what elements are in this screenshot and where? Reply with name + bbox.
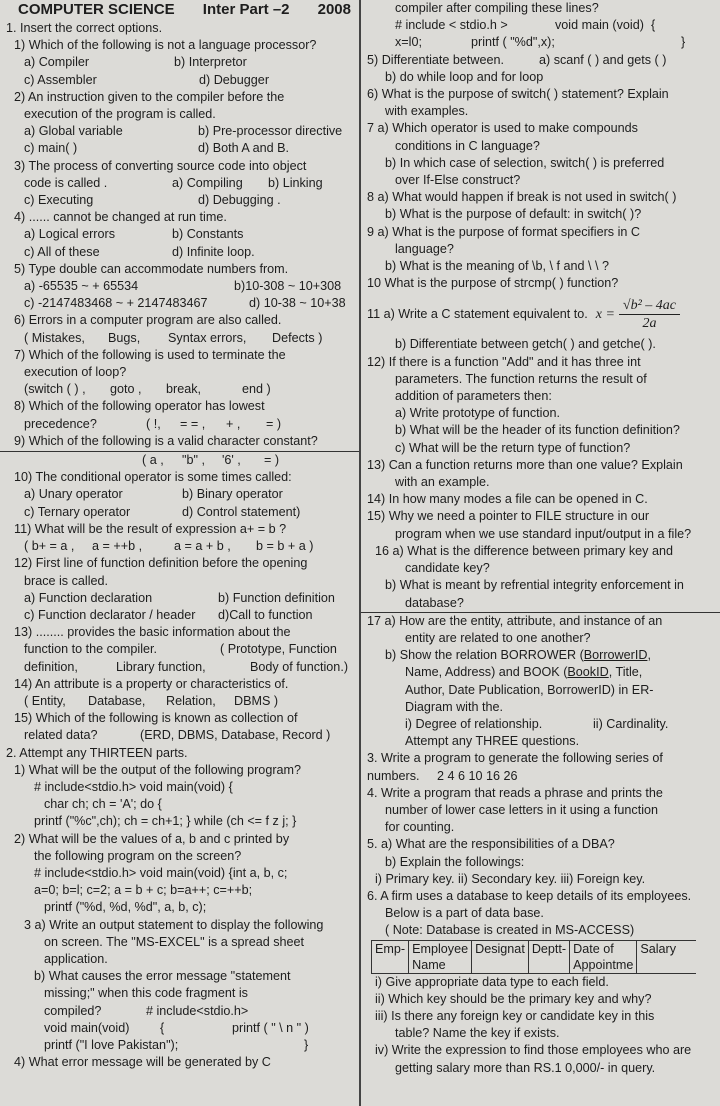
option: ( Mistakes,: [24, 330, 85, 345]
mcq-question: 11) What will be the result of expression a+ = b ?: [14, 521, 287, 536]
code-line: printf ("%d, %d, %d", a, b, c);: [44, 900, 207, 915]
short-question-part: b) What will be the header of its function definition?: [395, 423, 680, 438]
option: c) Ternary operator: [24, 504, 131, 519]
option: a) Compiling: [172, 175, 243, 190]
option: c) Executing: [24, 193, 94, 208]
option: c) main( ): [24, 141, 78, 156]
short-question-cont: parameters. The function returns the result of: [395, 371, 647, 386]
code-line: x=l0; printf ( "%d",x); }: [395, 35, 686, 50]
short-question-part: a) Write prototype of function.: [395, 406, 560, 421]
option: Defects ): [272, 330, 323, 345]
code-line: void main(void) { printf ( " \ n " ): [44, 1020, 309, 1035]
mcq-question-cont: brace is called.: [24, 573, 108, 588]
long-question: 3. Write a program to generate the following series of: [367, 751, 663, 766]
code-line: # include<stdio.h> void main(void) {int a, b, c;: [34, 865, 288, 880]
mcq-question: 14) An attribute is a property or characteristics of.: [14, 676, 289, 691]
long-question-part: iii) Is there any foreign key or candidate key in this: [375, 1008, 655, 1023]
mcq-question-cont: related data? (ERD, DBMS, Database, Record ): [24, 728, 331, 743]
table-header-cell: Emp-: [372, 940, 409, 973]
question-heading: 1. Insert the correct options.: [6, 21, 163, 35]
option: d) Debugging .: [198, 193, 281, 208]
table-header-cell: Employee Name: [409, 940, 472, 973]
long-question-cont: for counting.: [385, 820, 455, 835]
short-question: 4) What error message will be generated by C: [14, 1055, 271, 1070]
code-line: printf ("I love Pakistan"); }: [44, 1037, 309, 1052]
mcq-question-cont: execution of the program is called.: [24, 107, 216, 122]
option: ( b+ = a ,: [24, 539, 75, 554]
option: Library function,: [116, 659, 206, 674]
mcq-question: 4) ...... cannot be changed at run time.: [14, 210, 227, 225]
mcq-options: [0, 123, 359, 140]
part-label: Inter Part –2: [202, 1, 290, 19]
short-question-part: c) What will be the return type of function?: [395, 440, 631, 455]
short-question: 17 a) How are the entity, attribute, and instance of an: [367, 613, 663, 628]
option: Database,: [88, 693, 146, 708]
short-question: 5) Differentiate between. a) scanf ( ) and gets ( ): [367, 52, 667, 67]
mcq-question: 10) The conditional operator is some times called:: [14, 470, 292, 485]
option: Relation,: [166, 693, 216, 708]
short-question-cont: conditions in C language?: [395, 138, 540, 153]
short-question-cont: entity are related to one another?: [405, 630, 591, 645]
option: a) Logical errors: [24, 227, 115, 242]
mcq-question-cont: code is called . a) Compiling b) Linking: [0, 175, 359, 192]
mcq-options: precedence? ( !, = = , + , = ): [0, 416, 359, 433]
mcq-question: 12) First line of function definition before the opening: [14, 556, 308, 571]
mcq-options: [0, 140, 359, 157]
mcq-question: 13) ........ provides the basic information about the: [14, 625, 291, 640]
mcq-question: 5) Type double can accommodate numbers from.: [14, 261, 289, 276]
option: = = ,: [180, 416, 206, 431]
option: Bugs,: [108, 330, 141, 345]
option: a) Global variable: [24, 124, 123, 139]
option: break,: [166, 382, 202, 397]
code-line: char ch; ch = 'A'; do {: [44, 797, 162, 812]
option: a) -65535 ~ + 65534: [24, 279, 139, 294]
long-question-part: i) Give appropriate data type to each field.: [375, 974, 609, 989]
option: b) Linking: [268, 175, 323, 190]
left-column: [0, 0, 359, 1106]
quadratic-formula: x = $\frac{\text{√b² – 4ac}}{2a}$: [596, 297, 680, 332]
paper-header: [0, 0, 359, 20]
option: b) Constants: [172, 227, 244, 242]
short-question-part: b) do while loop and for loop: [385, 69, 544, 84]
short-question: 9 a) What is the purpose of format specifiers in C: [367, 224, 640, 239]
option: ( a ,: [142, 453, 164, 468]
long-question-part: i) Primary key. ii) Secondary key. iii) Foreign key.: [375, 871, 646, 886]
mcq-question: 8) Which of the following operator has lowest: [14, 399, 265, 414]
mcq-question: 6) Errors in a computer program are also called.: [14, 313, 282, 328]
option: d) Control statement): [182, 504, 301, 519]
option: a) Function declaration: [24, 590, 153, 605]
mcq-options: [0, 659, 359, 676]
option: "b" ,: [182, 453, 205, 468]
year-label: 2008: [317, 1, 351, 19]
short-question-cont: Author, Date Publication, BorrowerID) in ER-: [405, 682, 654, 697]
mcq-options: [0, 226, 359, 243]
short-question-part: b) What is the purpose of default: in switch( )?: [385, 207, 642, 222]
mcq-options: [0, 278, 359, 295]
option: a) Compiler: [24, 55, 90, 70]
short-question: 8 a) What would happen if break is not used in switch( ): [367, 190, 677, 205]
mcq-options: [0, 486, 359, 503]
mcq-options: [0, 244, 359, 261]
option: end ): [242, 382, 271, 397]
table-header-cell: Salary: [637, 940, 696, 973]
short-question: 13) Can a function returns more than one value? Explain: [367, 457, 683, 472]
mcq-question: 15) Which of the following is known as collection of: [14, 711, 298, 726]
option: b) Function definition: [218, 590, 335, 605]
option: c) Assembler: [24, 72, 97, 87]
long-question-part: ii) Which key should be the primary key and why?: [375, 991, 652, 1006]
short-question: 1) What will be the output of the following program?: [14, 762, 302, 777]
option: + ,: [226, 416, 241, 431]
long-question-note: ( Note: Database is created in MS-ACCESS): [385, 923, 635, 938]
short-question-cont: on screen. The "MS-EXCEL" is a spread sheet: [44, 934, 305, 949]
option: c) Function declarator / header: [24, 607, 196, 622]
long-question-part: b) Explain the followings:: [385, 854, 525, 869]
mcq-options: [0, 295, 359, 312]
mcq-options: [0, 54, 359, 71]
option: a = a + b ,: [174, 539, 231, 554]
table-header-cell: Deptt-: [528, 940, 569, 973]
option: (switch ( ) ,: [24, 382, 86, 397]
long-question: 6. A firm uses a database to keep details of its employees.: [367, 888, 692, 903]
option: b) Pre-processor directive: [198, 124, 343, 139]
mcq-question: 2) An instruction given to the compiler before the: [14, 89, 285, 104]
mcq-options: [0, 538, 359, 555]
option: = ): [264, 453, 280, 468]
option: ( Entity,: [24, 693, 66, 708]
option: d) Both A and B.: [198, 141, 290, 156]
short-question-cont: addition of parameters then:: [395, 389, 552, 404]
short-question-cont: Diagram with the.: [405, 699, 503, 714]
mcq-question: 7) Which of the following is used to terminate the: [14, 347, 286, 362]
subject-title: COMPUTER SCIENCE: [18, 1, 175, 19]
mcq-options: [0, 381, 359, 398]
mcq-question: 3) The process of converting source code into object: [14, 158, 307, 173]
table-header-row: [372, 940, 697, 973]
employee-table: [371, 940, 696, 974]
option: b)10-308 ~ 10+308: [234, 279, 342, 294]
short-question: 12) If there is a function "Add" and it has three int: [367, 354, 641, 369]
option: Syntax errors,: [168, 330, 247, 345]
table-header-cell: Date of Appointme: [570, 940, 637, 973]
mcq-options: [0, 693, 359, 710]
option: a = ++b ,: [92, 539, 143, 554]
mcq-options: [0, 504, 359, 521]
short-question-part: b) What is the meaning of \b, \ f and \ \ ?: [385, 259, 610, 274]
code-line: compiled? # include<stdio.h>: [44, 1003, 249, 1018]
mcq-question: 9) Which of the following is a valid character constant?: [14, 433, 318, 448]
mcq-question: 1) Which of the following is not a language processor?: [14, 38, 317, 53]
short-question-cont: over If-Else construct?: [395, 173, 521, 188]
option: b) Binary operator: [182, 487, 283, 502]
long-question-cont: numbers. 2 4 6 10 16 26: [367, 768, 518, 783]
mcq-options: [0, 452, 359, 469]
code-line: printf ("%c",ch); ch = ch+1; } while (ch <= f z j; }: [34, 814, 297, 829]
short-question: 3 a) Write an output statement to display the following: [24, 917, 324, 932]
short-question: 11 a) Write a C statement equivalent to. x = $\frac{\text{√b² – 4ac}}{2a}$: [361, 292, 720, 336]
short-question-part: b) What is meant by refrential integrity enforcement in: [385, 578, 684, 593]
short-question: 14) In how many modes a file can be opened in C.: [367, 492, 648, 507]
code-line: a=0; b=l; c=2; a = b + c; b=a++; c=++b;: [34, 883, 253, 898]
option: '6' ,: [222, 453, 241, 468]
option: goto ,: [110, 382, 142, 397]
short-question: b) What causes the error message "statement: [34, 969, 291, 984]
short-question-cont: program when we use standard input/output in a file?: [395, 526, 692, 541]
option: DBMS ): [234, 693, 279, 708]
short-question-cont: application.: [44, 951, 108, 966]
mcq-options: [0, 607, 359, 624]
long-question-cont: getting salary more than RS.1 0,000/- in query.: [395, 1060, 656, 1075]
short-question: 7 a) Which operator is used to make compounds: [367, 121, 638, 136]
option: c) All of these: [24, 244, 100, 259]
short-question-cont: compiler after compiling these lines?: [395, 1, 599, 15]
option: = ): [266, 416, 282, 431]
option: b) Interpretor: [174, 55, 247, 70]
mcq-question-cont: function to the compiler. ( Prototype, Function: [24, 642, 337, 657]
short-question-cont: missing;" when this code fragment is: [44, 986, 248, 1001]
long-question: 4. Write a program that reads a phrase and prints the: [367, 785, 663, 800]
option: definition,: [24, 659, 78, 674]
right-column: [361, 0, 720, 1106]
mcq-question-cont: execution of loop?: [24, 365, 127, 380]
section-instruction: Attempt any THREE questions.: [405, 734, 580, 749]
option: d) Infinite loop.: [172, 244, 255, 259]
long-question: 5. a) What are the responsibilities of a DBA?: [367, 837, 615, 852]
short-question: 16 a) What is the difference between primary key and: [375, 543, 673, 558]
option: d) 10-38 ~ 10+38: [249, 296, 346, 311]
short-question-part: b) Differentiate between getch( ) and getche( ).: [395, 337, 656, 352]
option: ( !,: [146, 416, 161, 431]
short-question: 15) Why we need a pointer to FILE structure in our: [367, 509, 650, 524]
short-question-cont: the following program on the screen?: [34, 848, 242, 863]
short-question-part: b) In which case of selection, switch( ) is preferred: [385, 155, 665, 170]
question-heading: 2. Attempt any THIRTEEN parts.: [6, 745, 188, 760]
short-question-cont: with an example.: [395, 475, 490, 490]
option: d) Debugger: [199, 72, 270, 87]
code-line: # include<stdio.h> void main(void) {: [34, 779, 233, 794]
short-question-cont: language?: [395, 241, 454, 256]
long-question-part: iv) Write the expression to find those employees who are: [375, 1043, 692, 1058]
short-question-cont: candidate key?: [405, 561, 490, 576]
option: c) -2147483468 ~ + 2147483467: [24, 296, 208, 311]
short-question-part: b) Show the relation BORROWER (BorrowerID,: [385, 648, 651, 663]
mcq-options: [0, 330, 359, 347]
mcq-options: [0, 72, 359, 89]
option: Body of function.): [250, 659, 349, 674]
short-question-cont: with examples.: [385, 104, 469, 119]
short-question: 10 What is the purpose of strcmp( ) function?: [367, 276, 619, 291]
code-line: # include < stdio.h > void main (void) {: [395, 18, 656, 33]
long-question-cont: table? Name the key if exists.: [395, 1026, 560, 1041]
table-header-cell: Designat: [472, 940, 529, 973]
option: d)Call to function: [218, 607, 313, 622]
short-question: 6) What is the purpose of switch( ) statement? Explain: [367, 87, 669, 102]
long-question-cont: number of lower case letters in it using a function: [385, 802, 659, 817]
short-question-cont: i) Degree of relationship. ii) Cardinality.: [405, 716, 669, 731]
short-question: 2) What will be the values of a, b and c printed by: [14, 831, 290, 846]
option: b = b + a ): [256, 539, 314, 554]
short-question-cont: Name, Address) and BOOK (BookID, Title,: [405, 665, 643, 680]
option: a) Unary operator: [24, 487, 123, 502]
mcq-options: [0, 192, 359, 209]
long-question-cont: Below is a part of data base.: [385, 906, 544, 921]
mcq-options: [0, 590, 359, 607]
short-question-cont: database?: [405, 595, 464, 610]
